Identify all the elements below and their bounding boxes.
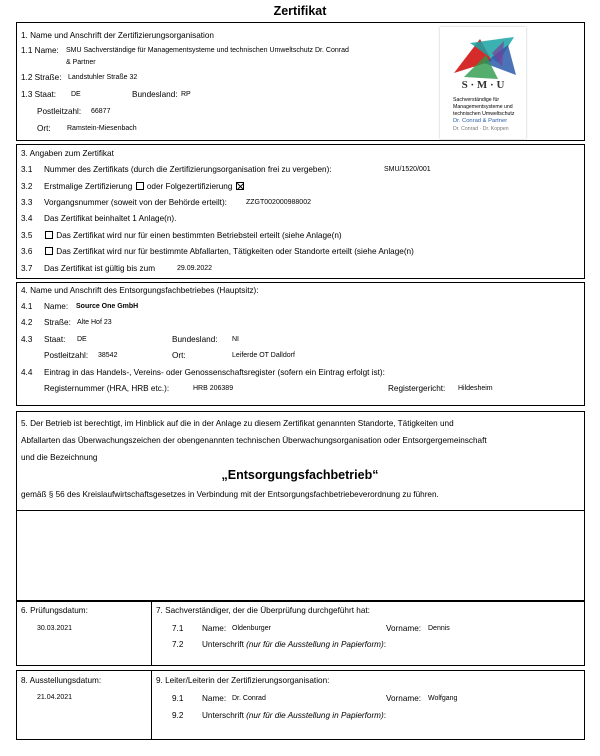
leader-vorname: Wolfgang [428, 695, 458, 702]
issue-date-value: 21.04.2021 [37, 694, 73, 701]
row-3-5-text: Das Zertifikat wird nur für einen bestimmten Betriebsteil erteilt (siehe Anlage(n) [56, 231, 342, 240]
smu-logo [440, 27, 526, 139]
company-street: Alte Hof 23 [77, 319, 112, 326]
row-4-2-num: 4.2 [21, 318, 33, 327]
org-name-value: SMU Sachverständige für Managementsysteme und technischen Umweltschutz Dr. Conrad [66, 47, 349, 54]
section-7-heading: 7. Sachverständiger, der die Überprüfung durchgeführt hat: [156, 606, 370, 615]
register-court-value: Hildesheim [458, 385, 493, 392]
row-3-1-num: 3.1 [21, 165, 33, 174]
leader-signature-colon: : [383, 711, 387, 720]
section-5-line-3: und die Bezeichnung [21, 453, 98, 462]
company-plz-value: 38542 [98, 352, 118, 359]
leader-name: Dr. Conrad [232, 695, 266, 702]
smu-logo-names: Dr. Conrad · Dr. Koppen [453, 125, 509, 132]
certificate-number: SMU/1520/001 [384, 166, 431, 173]
section-5-line-2: Abfallarten das Überwachungszeichen der obengenannten technischen Überwachungsorganisation oder Entsorgergemeinschaft [21, 436, 487, 445]
signature-label: Unterschrift [202, 640, 244, 649]
org-land-label: Bundesland: [132, 90, 178, 99]
leader-vorname-label: Vorname: [386, 694, 422, 703]
company-plz-label: Postleitzahl: [44, 351, 89, 360]
row-4-4-num: 4.4 [21, 368, 33, 377]
section-5-divider [16, 510, 585, 511]
follow-certification-label: oder Folgezertifizierung [146, 182, 233, 191]
org-ort-value: Ramstein-Miesenbach [67, 125, 137, 132]
leader-signature-note: (nur für die Ausstellung in Papierform) [246, 711, 384, 720]
row-3-5-num: 3.5 [21, 231, 33, 240]
row-7-1-label: Name: [202, 624, 227, 633]
abfallarten-checkbox[interactable] [45, 247, 53, 255]
exam-date-value: 30.03.2021 [37, 625, 73, 632]
company-land-label: Bundesland: [172, 335, 218, 344]
org-name-value-2: & Partner [66, 59, 96, 66]
row-3-7-text: Das Zertifikat ist gültig bis zum [44, 264, 156, 273]
designation-title: „Entsorgungsfachbetrieb“ [221, 468, 379, 482]
first-certification-label: Erstmalige Zertifizierung [44, 182, 133, 191]
follow-certification-checkbox-checked[interactable] [236, 182, 244, 190]
issue-date-label: 8. Ausstellungsdatum: [21, 676, 102, 685]
row-4-3-label: Staat: [44, 335, 66, 344]
company-ort-value: Leiferde OT Dalldorf [232, 352, 295, 359]
exam-date-label: 6. Prüfungsdatum: [21, 606, 88, 615]
row-3-2 [44, 182, 245, 191]
document-title: Zertifikat [273, 4, 327, 18]
org-state-value: DE [71, 91, 81, 98]
row-3-2-num: 3.2 [21, 182, 33, 191]
org-ort-label: Ort: [37, 124, 51, 133]
expert-vorname-label: Vorname: [386, 624, 422, 633]
row-3-5 [44, 231, 342, 240]
procedure-number: ZZGT002000988002 [246, 199, 311, 206]
smu-logo-line-2: Managementsysteme und [453, 104, 513, 111]
row-3-6-num: 3.6 [21, 247, 33, 256]
row-4-4-text: Eintrag in das Handels-, Vereins- oder Genossenschaftsregister (sofern ein Eintrag erfolgt ist): [44, 368, 385, 377]
section-9-heading: 9. Leiter/Leiterin der Zertifizierungsorganisation: [156, 676, 330, 685]
row-3-3-text: Vorgangsnummer (soweit von der Behörde erteilt): [44, 198, 227, 207]
section-1-heading: 1. Name und Anschrift der Zertifizierungsorganisation [21, 31, 214, 40]
section-5-line-4: gemäß § 56 des Kreislaufwirtschaftsgesetzes in Verbindung mit der Entsorgungsfachbetriebeverordnung zu führen. [21, 490, 439, 499]
row-9-1-label: Name: [202, 694, 227, 703]
section-3-heading: 3. Angaben zum Zertifikat [21, 149, 114, 158]
row-9-1-num: 9.1 [172, 694, 184, 703]
company-state: DE [77, 336, 87, 343]
signature-note: (nur für die Ausstellung in Papierform) [246, 640, 384, 649]
row-9-2-num: 9.2 [172, 711, 184, 720]
org-plz-label: Postleitzahl: [37, 107, 82, 116]
betriebsteil-checkbox[interactable] [45, 231, 53, 239]
row-4-3-num: 4.3 [21, 335, 33, 344]
company-name: Source One GmbH [76, 303, 139, 310]
row-7-2-num: 7.2 [172, 640, 184, 649]
company-land-value: NI [232, 336, 239, 343]
row-9-2 [202, 711, 386, 720]
row-7-2 [202, 640, 386, 649]
org-state-label: 1.3 Staat: [21, 90, 57, 99]
row-3-3-num: 3.3 [21, 198, 33, 207]
smu-logo-text [453, 97, 523, 133]
section-5-line-1: 5. Der Betrieb ist berechtigt, im Hinblick auf die in der Anlage zu diesem Zertifikat genannten Standorte, Tätigkeiten und [21, 419, 454, 428]
section-4-heading: 4. Name und Anschrift des Entsorgungsfachbetriebes (Hauptsitz): [21, 286, 259, 295]
expert-vorname: Dennis [428, 625, 450, 632]
smu-logo-firm: Dr. Conrad & Partner [453, 118, 508, 125]
org-name-label: 1.1 Name: [21, 46, 59, 55]
row-3-6 [44, 247, 414, 256]
row-4-1-label: Name: [44, 302, 69, 311]
row-4-1-num: 4.1 [21, 302, 33, 311]
leader-signature-label: Unterschrift [202, 711, 244, 720]
row-3-1-text: Nummer des Zertifikats (durch die Zertifizierungsorganisation frei zu vergeben): [44, 165, 332, 174]
row-3-7-num: 3.7 [21, 264, 33, 273]
signature-colon: : [383, 640, 387, 649]
org-land-value: RP [181, 91, 191, 98]
register-number-label: Registernummer (HRA, HRB etc.): [44, 384, 170, 393]
smu-logo-line-1: Sachverständige für [453, 97, 500, 103]
register-court-label: Registergericht: [388, 384, 446, 393]
row-3-4-num: 3.4 [21, 214, 33, 223]
org-plz-value: 66877 [91, 108, 111, 115]
smu-logo-line-3: technischen Umweltschutz [453, 111, 515, 118]
valid-until-date: 29.09.2022 [177, 265, 213, 272]
org-street-label: 1.2 Straße: [21, 73, 62, 82]
company-ort-label: Ort: [172, 351, 186, 360]
expert-name: Oldenburger [232, 625, 271, 632]
smu-logo-graphic [440, 33, 526, 83]
row-4-2-label: Straße: [44, 318, 71, 327]
register-number-value: HRB 206389 [193, 385, 234, 392]
smu-logo-letters: S · M · U [461, 79, 505, 91]
row-7-1-num: 7.1 [172, 624, 184, 633]
row-3-4-text: Das Zertifikat beinhaltet 1 Anlage(n). [44, 214, 177, 223]
row-3-6-text: Das Zertifikat wird nur für bestimmte Abfallarten, Tätigkeiten oder Standorte erteilt (siehe Anlage(n) [56, 247, 414, 256]
first-certification-checkbox[interactable] [136, 182, 144, 190]
org-street-value: Landstuhler Straße 32 [68, 74, 138, 81]
